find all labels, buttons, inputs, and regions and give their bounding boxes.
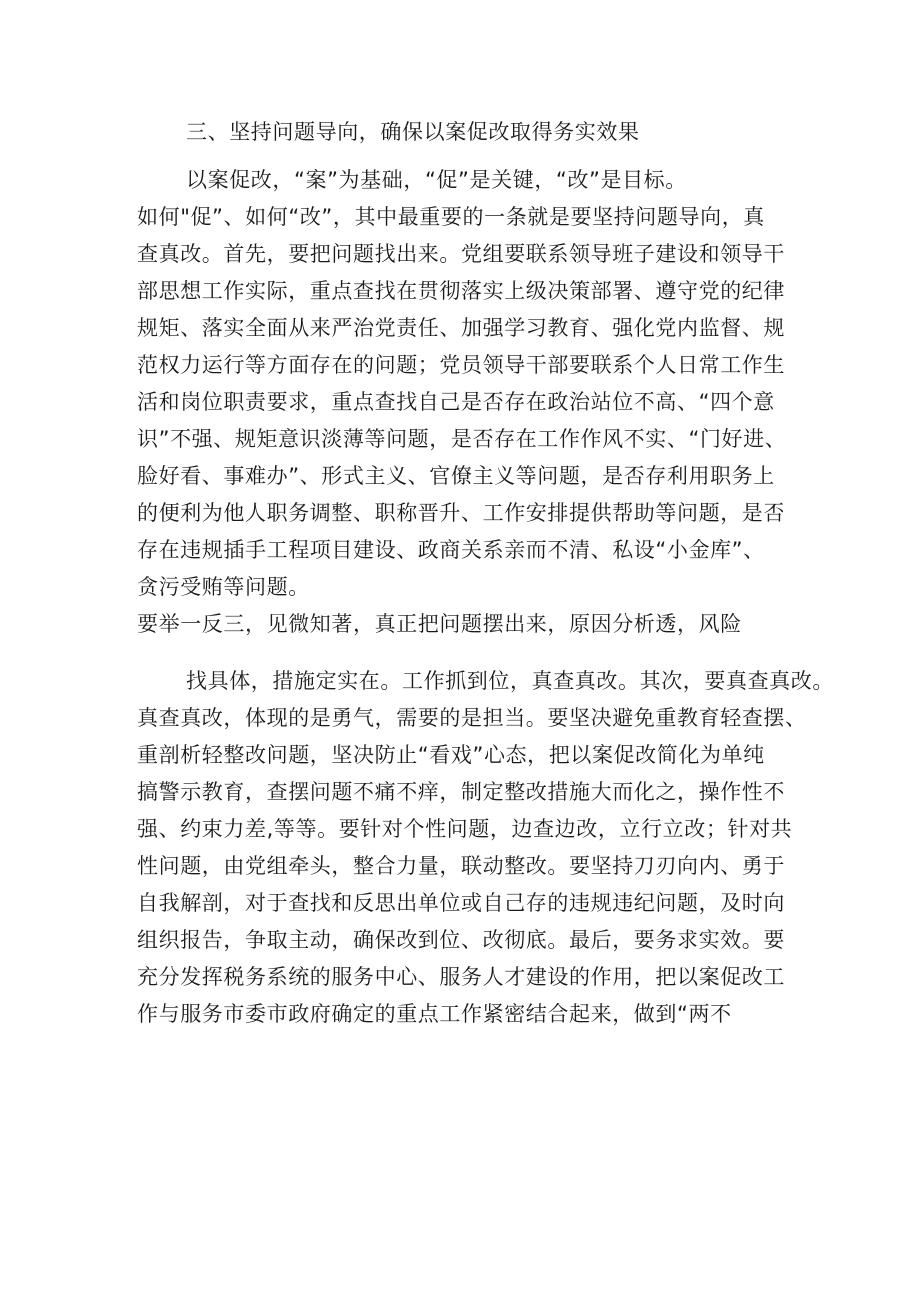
paragraph-line: 以案促改，“案”为基础，“促”是关键，“改”是目标。 bbox=[186, 168, 687, 192]
paragraph-line: 自我解剖，对于查找和反思出单位或自己存的违规违纪问题，及时向 bbox=[137, 891, 785, 915]
paragraph-line: 组织报告，争取主动，确保改到位、改彻底。最后，要务求实效。要 bbox=[137, 928, 785, 952]
paragraph-line: 要举一反三，见微知著，真正把问题摆出来，原因分析透，风险 bbox=[137, 612, 742, 636]
paragraph-line: 规矩、落实全面从来严治党责任、加强学习教育、强化党内监督、规 bbox=[137, 316, 785, 340]
paragraph-line: 范权力运行等方面存在的问题；党员领导干部要联系个人日常工作生 bbox=[137, 353, 785, 377]
paragraph-line: 作与服务市委市政府确定的重点工作紧密结合起来，做到“两不 bbox=[137, 1002, 732, 1026]
paragraph-line: 如何"促”、如何“改”，其中最重要的一条就是要坚持问题导向，真 bbox=[137, 205, 765, 229]
paragraph-line: 充分发挥税务系统的服务中心、服务人才建设的作用，把以案促改工 bbox=[137, 965, 785, 989]
paragraph-line: 真查真改，体现的是勇气，需要的是担当。要坚决避免重教育轻查摆、 bbox=[137, 706, 807, 730]
paragraph-line: 部思想工作实际，重点查找在贯彻落实上级决策部署、遵守党的纪律 bbox=[137, 279, 785, 303]
paragraph-line: 脸好看、事难办”、形式主义、官僚主义等问题，是否存利用职务上 bbox=[137, 464, 775, 488]
paragraph-line: 识”不强、规矩意识淡薄等问题，是否存在工作作风不实、“门好进、 bbox=[137, 427, 787, 451]
paragraph-line: 活和岗位职责要求，重点查找自己是否存在政治站位不高、“四个意 bbox=[137, 390, 775, 414]
paragraph-line: 搞警示教育，查摆问题不痛不痒，制定整改措施大而化之，操作性不 bbox=[137, 780, 785, 804]
paragraph-line: 找具体，措施定实在。工作抓到位，真查真改。其次，要真查真改。 bbox=[186, 669, 834, 693]
paragraph-line: 查真改。首先，要把问题找出来。党组要联系领导班子建设和领导干 bbox=[137, 242, 785, 266]
paragraph-line: 存在违规插手工程项目建设、政商关系亲而不清、私设“小金库”、 bbox=[137, 538, 765, 562]
paragraph-line: 贪污受贿等问题。 bbox=[137, 575, 310, 599]
paragraph-line: 性问题，由党组牵头，整合力量，联动整改。要坚持刀刃向内、勇于 bbox=[137, 854, 785, 878]
section-heading: 三、坚持问题导向，确保以案促改取得务实效果 bbox=[186, 120, 640, 144]
paragraph-line: 的便利为他人职务调整、职称晋升、工作安排提供帮助等问题，是否 bbox=[137, 501, 785, 525]
paragraph-line: 强、约束力差,等等。要针对个性问题，边查边改，立行立改；针对共 bbox=[137, 817, 793, 841]
paragraph-line: 重剖析轻整改问题，坚决防止“看戏”心态，把以案促改简化为单纯 bbox=[137, 743, 765, 767]
